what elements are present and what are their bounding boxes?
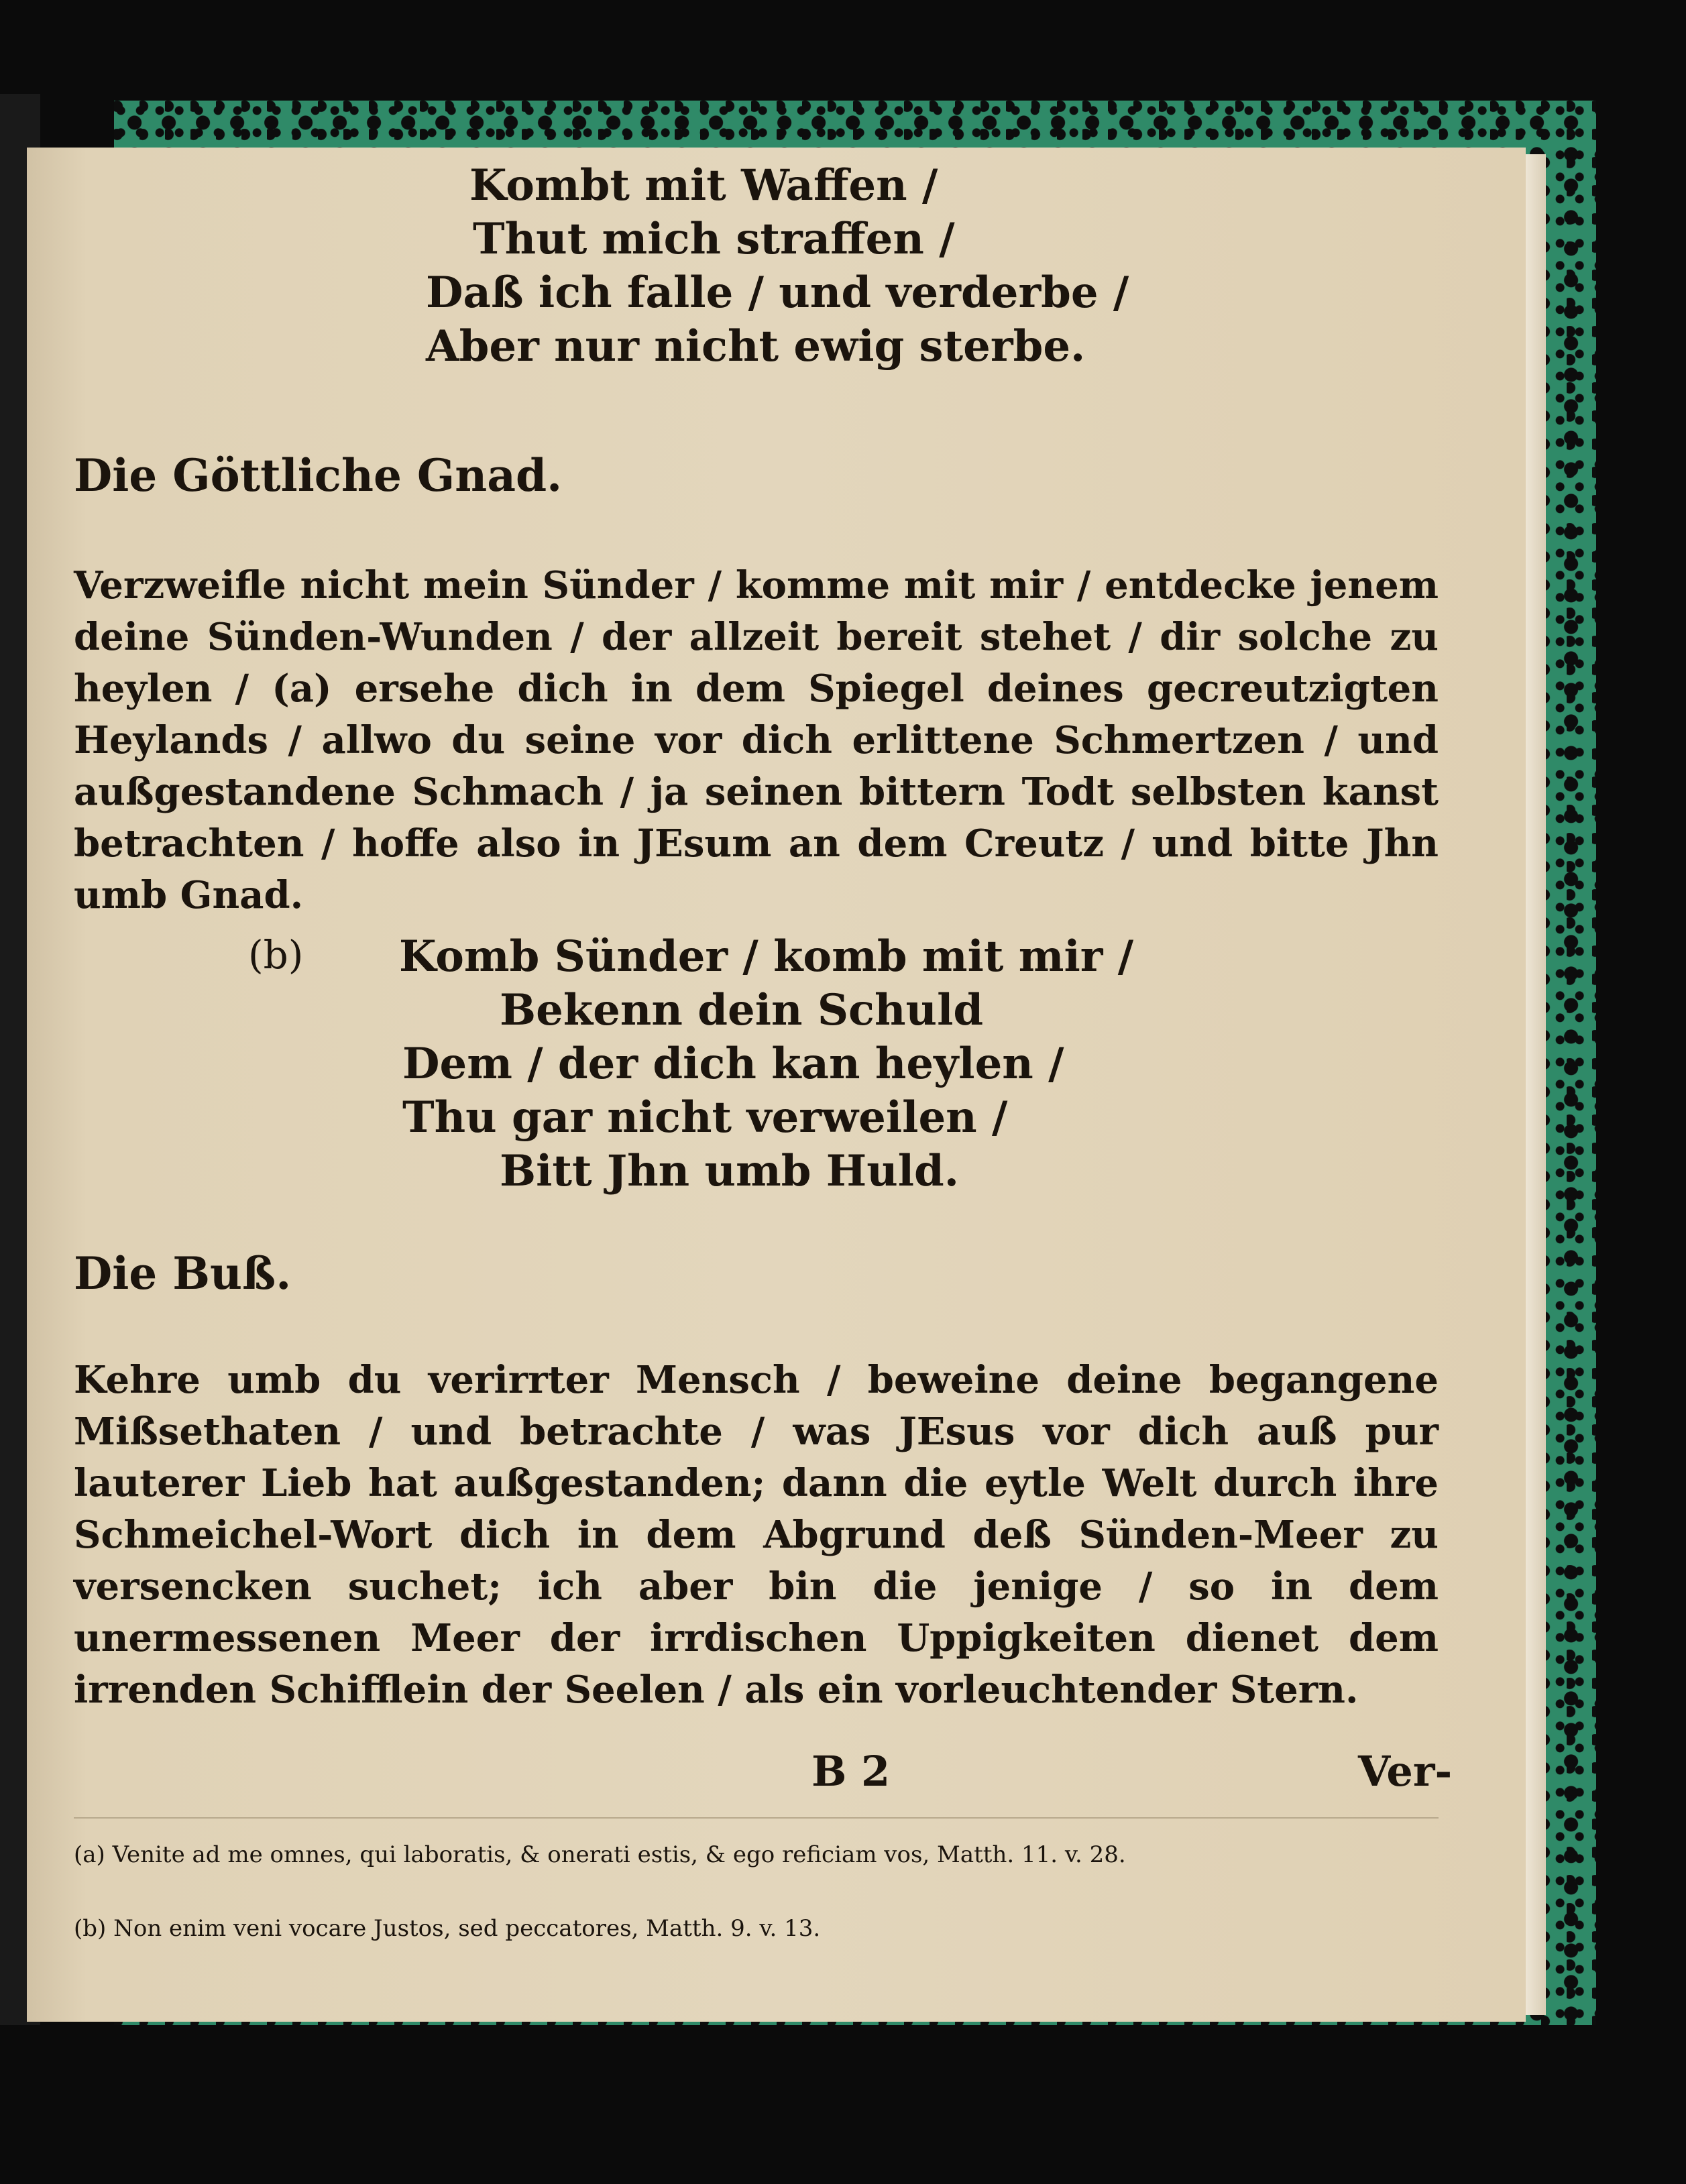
verse-line: Aber nur nicht ewig sterbe. — [426, 321, 1086, 371]
verse-line: Bekenn dein Schuld — [500, 985, 984, 1035]
footnote-b: (b) Non enim veni vocare Justos, sed peccatores, Matth. 9. v. 13. — [74, 1915, 821, 1942]
book-page — [27, 148, 1526, 2022]
signature-mark: B 2 — [811, 1747, 891, 1796]
verse-line: Kombt mit Waffen / — [469, 160, 938, 211]
verse-line: Dem / der dich kan heylen / — [402, 1039, 1064, 1089]
footnote-a: (a) Venite ad me omnes, qui laboratis, & onerati estis, & ego reficiam vos, Matth. 11. v. 28. — [74, 1841, 1126, 1868]
verse-line: Komb Sünder / komb mit mir / — [399, 931, 1134, 982]
verse-line: Thut mich straffen / — [473, 214, 955, 264]
section-heading-grace: Die Göttliche Gnad. — [74, 449, 563, 502]
catchword: Ver- — [1358, 1747, 1453, 1796]
paragraph-grace: Verzweifle nicht mein Sünder / komme mit mir / entdecke jenem deine Sünden-Wunden / der allzeit bereit stehet / dir solche zu heylen / (a) ersehe dich in dem Spiegel deines gecreutzigten Heylands / allwo du seine vor dich erlittene Schmertzen / und außgestandene Schmach / ja seinen bittern Todt selbsten kanst betrachten / hoffe also in JEsum an dem Creutz / und bitte Jhn umb Gnad. — [74, 563, 1439, 917]
verse-line: Daß ich falle / und verderbe / — [426, 268, 1129, 318]
footnote-marker-b: (b) — [248, 932, 304, 978]
section-heading-penance: Die Buß. — [74, 1247, 292, 1300]
verse-line: Bitt Jhn umb Huld. — [500, 1146, 960, 1196]
verse-line: Thu gar nicht verweilen / — [402, 1092, 1008, 1143]
paragraph-penance: Kehre umb du verirrter Mensch / beweine deine begangene Mißsethaten / und betrachte / was JEsus vor dich auß pur lauterer Lieb hat außgestanden; dann die eytle Welt durch ihre Schmeichel-Wort dich in dem Abgrund deß Sünden-Meer zu versencken suchet; ich aber bin die jenige / so in dem unermessenen Meer der irrdischen Uppigkeiten dienet dem irrenden Schifflein der Seelen / als ein vorleuchtender Stern. — [74, 1358, 1439, 1712]
footnote-divider — [74, 1817, 1439, 1819]
page-edge — [1526, 154, 1546, 2015]
